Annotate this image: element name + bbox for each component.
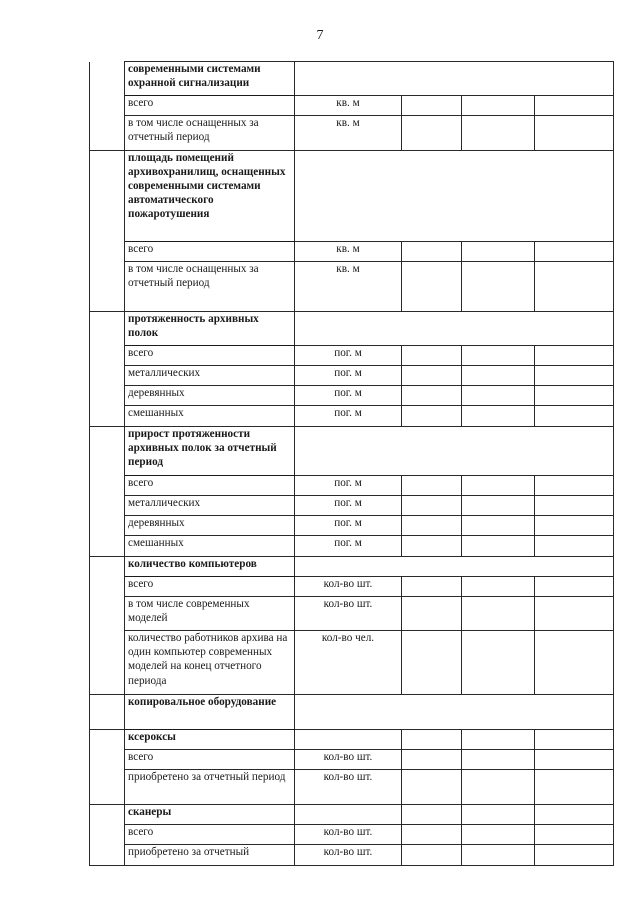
- row-label: всего: [125, 346, 295, 366]
- value-cell[interactable]: [402, 96, 462, 116]
- row-label: металлических: [125, 366, 295, 386]
- value-cell[interactable]: [402, 516, 462, 536]
- value-cell[interactable]: [535, 242, 614, 262]
- value-cell[interactable]: [462, 96, 535, 116]
- margin-cell: [90, 62, 125, 96]
- value-cell[interactable]: [462, 346, 535, 366]
- value-cell[interactable]: [535, 825, 614, 845]
- value-cell[interactable]: [402, 496, 462, 516]
- section-header-row: [90, 804, 614, 825]
- value-cell[interactable]: [535, 536, 614, 557]
- table-row: [90, 770, 614, 805]
- margin-cell: [90, 262, 125, 312]
- value-cell[interactable]: [462, 729, 535, 750]
- value-cell[interactable]: [402, 242, 462, 262]
- row-label: количество работников архива на один компьютер современных моделей на конец отчетного периода: [125, 631, 295, 695]
- margin-cell: [90, 825, 125, 845]
- value-cell[interactable]: [535, 96, 614, 116]
- table-row: [90, 242, 614, 262]
- unit-cell: кол-во шт.: [295, 845, 402, 866]
- value-cell[interactable]: [462, 116, 535, 151]
- margin-cell: [90, 597, 125, 631]
- value-cell[interactable]: [462, 750, 535, 770]
- margin-cell: [90, 476, 125, 496]
- value-cell[interactable]: [462, 476, 535, 496]
- value-cell[interactable]: [462, 631, 535, 695]
- report-form-table: [89, 61, 614, 866]
- margin-cell: [90, 516, 125, 536]
- margin-cell: [90, 845, 125, 866]
- row-label: деревянных: [125, 516, 295, 536]
- margin-cell: [90, 406, 125, 427]
- row-label: всего: [125, 242, 295, 262]
- margin-cell: [90, 631, 125, 695]
- value-cell[interactable]: [535, 346, 614, 366]
- section-header-row: [90, 150, 614, 242]
- section-label: копировальное оборудование: [125, 694, 295, 729]
- value-cell[interactable]: [535, 804, 614, 825]
- value-cell[interactable]: [535, 406, 614, 427]
- margin-cell: [90, 556, 125, 577]
- value-cell[interactable]: [402, 597, 462, 631]
- value-cell[interactable]: [402, 366, 462, 386]
- table-row: [90, 825, 614, 845]
- table-row: [90, 750, 614, 770]
- margin-cell: [90, 577, 125, 597]
- table-row: [90, 631, 614, 695]
- section-label: протяженность архивных полок: [125, 311, 295, 346]
- value-cell[interactable]: [402, 729, 462, 750]
- value-cell[interactable]: [462, 406, 535, 427]
- value-cell[interactable]: [535, 597, 614, 631]
- margin-cell: [90, 346, 125, 366]
- value-cell[interactable]: [535, 750, 614, 770]
- value-cell[interactable]: [462, 597, 535, 631]
- margin-cell: [90, 729, 125, 750]
- row-label: всего: [125, 476, 295, 496]
- unit-cell: пог. м: [295, 536, 402, 557]
- value-cell[interactable]: [535, 577, 614, 597]
- margin-cell: [90, 311, 125, 346]
- margin-cell: [90, 150, 125, 242]
- margin-cell: [90, 770, 125, 805]
- section-header-row: [90, 694, 614, 729]
- section-label: количество компьютеров: [125, 556, 295, 577]
- row-label: металлических: [125, 496, 295, 516]
- table-row: [90, 96, 614, 116]
- table-row: [90, 386, 614, 406]
- value-cell[interactable]: [462, 386, 535, 406]
- value-cell[interactable]: [535, 366, 614, 386]
- value-cell[interactable]: [462, 242, 535, 262]
- table-row: [90, 516, 614, 536]
- section-span-cell: [295, 62, 614, 96]
- value-cell[interactable]: [402, 804, 462, 825]
- value-cell[interactable]: [462, 366, 535, 386]
- value-cell[interactable]: [535, 116, 614, 151]
- value-cell[interactable]: [462, 845, 535, 866]
- margin-cell: [90, 426, 125, 476]
- table-row: [90, 262, 614, 312]
- unit-cell: пог. м: [295, 516, 402, 536]
- margin-cell: [90, 536, 125, 557]
- unit-cell: кол-во шт.: [295, 577, 402, 597]
- table-row: [90, 496, 614, 516]
- row-label: всего: [125, 96, 295, 116]
- table-row: [90, 346, 614, 366]
- value-cell[interactable]: [462, 770, 535, 805]
- table-row: [90, 116, 614, 151]
- unit-cell: пог. м: [295, 366, 402, 386]
- value-cell[interactable]: [402, 406, 462, 427]
- value-cell[interactable]: [535, 729, 614, 750]
- value-cell[interactable]: [535, 631, 614, 695]
- value-cell[interactable]: [535, 386, 614, 406]
- page-number: 7: [316, 28, 324, 43]
- value-cell[interactable]: [535, 770, 614, 805]
- margin-cell: [90, 496, 125, 516]
- value-cell[interactable]: [535, 476, 614, 496]
- value-cell[interactable]: [402, 536, 462, 557]
- value-cell[interactable]: [535, 516, 614, 536]
- unit-cell: кол-во шт.: [295, 597, 402, 631]
- margin-cell: [90, 386, 125, 406]
- value-cell[interactable]: [462, 262, 535, 312]
- margin-cell: [90, 804, 125, 825]
- row-label: в том числе оснащенных за отчетный период: [125, 116, 295, 151]
- value-cell[interactable]: [462, 825, 535, 845]
- unit-cell: пог. м: [295, 496, 402, 516]
- value-cell[interactable]: [462, 804, 535, 825]
- row-label: в том числе оснащенных за отчетный период: [125, 262, 295, 312]
- row-label: в том числе современных моделей: [125, 597, 295, 631]
- section-label: ксероксы: [125, 729, 295, 750]
- unit-cell: кол-во шт.: [295, 825, 402, 845]
- row-label: деревянных: [125, 386, 295, 406]
- unit-cell: кв. м: [295, 262, 402, 312]
- unit-cell: [295, 729, 402, 750]
- row-label: приобретено за отчетный: [125, 845, 295, 866]
- value-cell[interactable]: [402, 346, 462, 366]
- value-cell[interactable]: [402, 476, 462, 496]
- unit-cell: кв. м: [295, 96, 402, 116]
- value-cell[interactable]: [402, 262, 462, 312]
- unit-cell: пог. м: [295, 386, 402, 406]
- margin-cell: [90, 242, 125, 262]
- section-header-row: [90, 729, 614, 750]
- section-span-cell: [295, 311, 614, 346]
- value-cell[interactable]: [462, 577, 535, 597]
- section-header-row: [90, 426, 614, 476]
- table-row: [90, 597, 614, 631]
- section-header-row: [90, 556, 614, 577]
- value-cell[interactable]: [402, 631, 462, 695]
- section-header-row: [90, 311, 614, 346]
- margin-cell: [90, 694, 125, 729]
- section-label: сканеры: [125, 804, 295, 825]
- unit-cell: кол-во шт.: [295, 770, 402, 805]
- value-cell[interactable]: [402, 750, 462, 770]
- value-cell[interactable]: [462, 516, 535, 536]
- value-cell[interactable]: [402, 386, 462, 406]
- unit-cell: кол-во чел.: [295, 631, 402, 695]
- value-cell[interactable]: [535, 262, 614, 312]
- row-label: приобретено за отчетный период: [125, 770, 295, 805]
- value-cell[interactable]: [462, 496, 535, 516]
- margin-cell: [90, 96, 125, 116]
- unit-cell: пог. м: [295, 406, 402, 427]
- section-label: прирост протяженности архивных полок за отчетный период: [125, 426, 295, 476]
- unit-cell: [295, 804, 402, 825]
- value-cell[interactable]: [535, 496, 614, 516]
- unit-cell: пог. м: [295, 476, 402, 496]
- report-form-body: [90, 62, 614, 866]
- section-header-row: [90, 62, 614, 96]
- row-label: смешанных: [125, 406, 295, 427]
- table-row: [90, 577, 614, 597]
- section-span-cell: [295, 694, 614, 729]
- value-cell[interactable]: [402, 825, 462, 845]
- row-label: смешанных: [125, 536, 295, 557]
- section-label: современными системами охранной сигнализации: [125, 62, 295, 96]
- margin-cell: [90, 116, 125, 151]
- unit-cell: кв. м: [295, 242, 402, 262]
- table-row: [90, 406, 614, 427]
- value-cell[interactable]: [535, 845, 614, 866]
- value-cell[interactable]: [402, 577, 462, 597]
- section-span-cell: [295, 150, 614, 242]
- value-cell[interactable]: [402, 770, 462, 805]
- unit-cell: кв. м: [295, 116, 402, 151]
- margin-cell: [90, 750, 125, 770]
- row-label: всего: [125, 577, 295, 597]
- value-cell[interactable]: [402, 845, 462, 866]
- section-span-cell: [295, 556, 614, 577]
- value-cell[interactable]: [402, 116, 462, 151]
- margin-cell: [90, 366, 125, 386]
- section-span-cell: [295, 426, 614, 476]
- unit-cell: кол-во шт.: [295, 750, 402, 770]
- table-row: [90, 536, 614, 557]
- table-row: [90, 476, 614, 496]
- table-row: [90, 366, 614, 386]
- section-label: площадь помещений архивохранилищ, оснащенных современными системами автоматического пожаротушения: [125, 150, 295, 242]
- row-label: всего: [125, 750, 295, 770]
- value-cell[interactable]: [462, 536, 535, 557]
- row-label: всего: [125, 825, 295, 845]
- unit-cell: пог. м: [295, 346, 402, 366]
- table-row: [90, 845, 614, 866]
